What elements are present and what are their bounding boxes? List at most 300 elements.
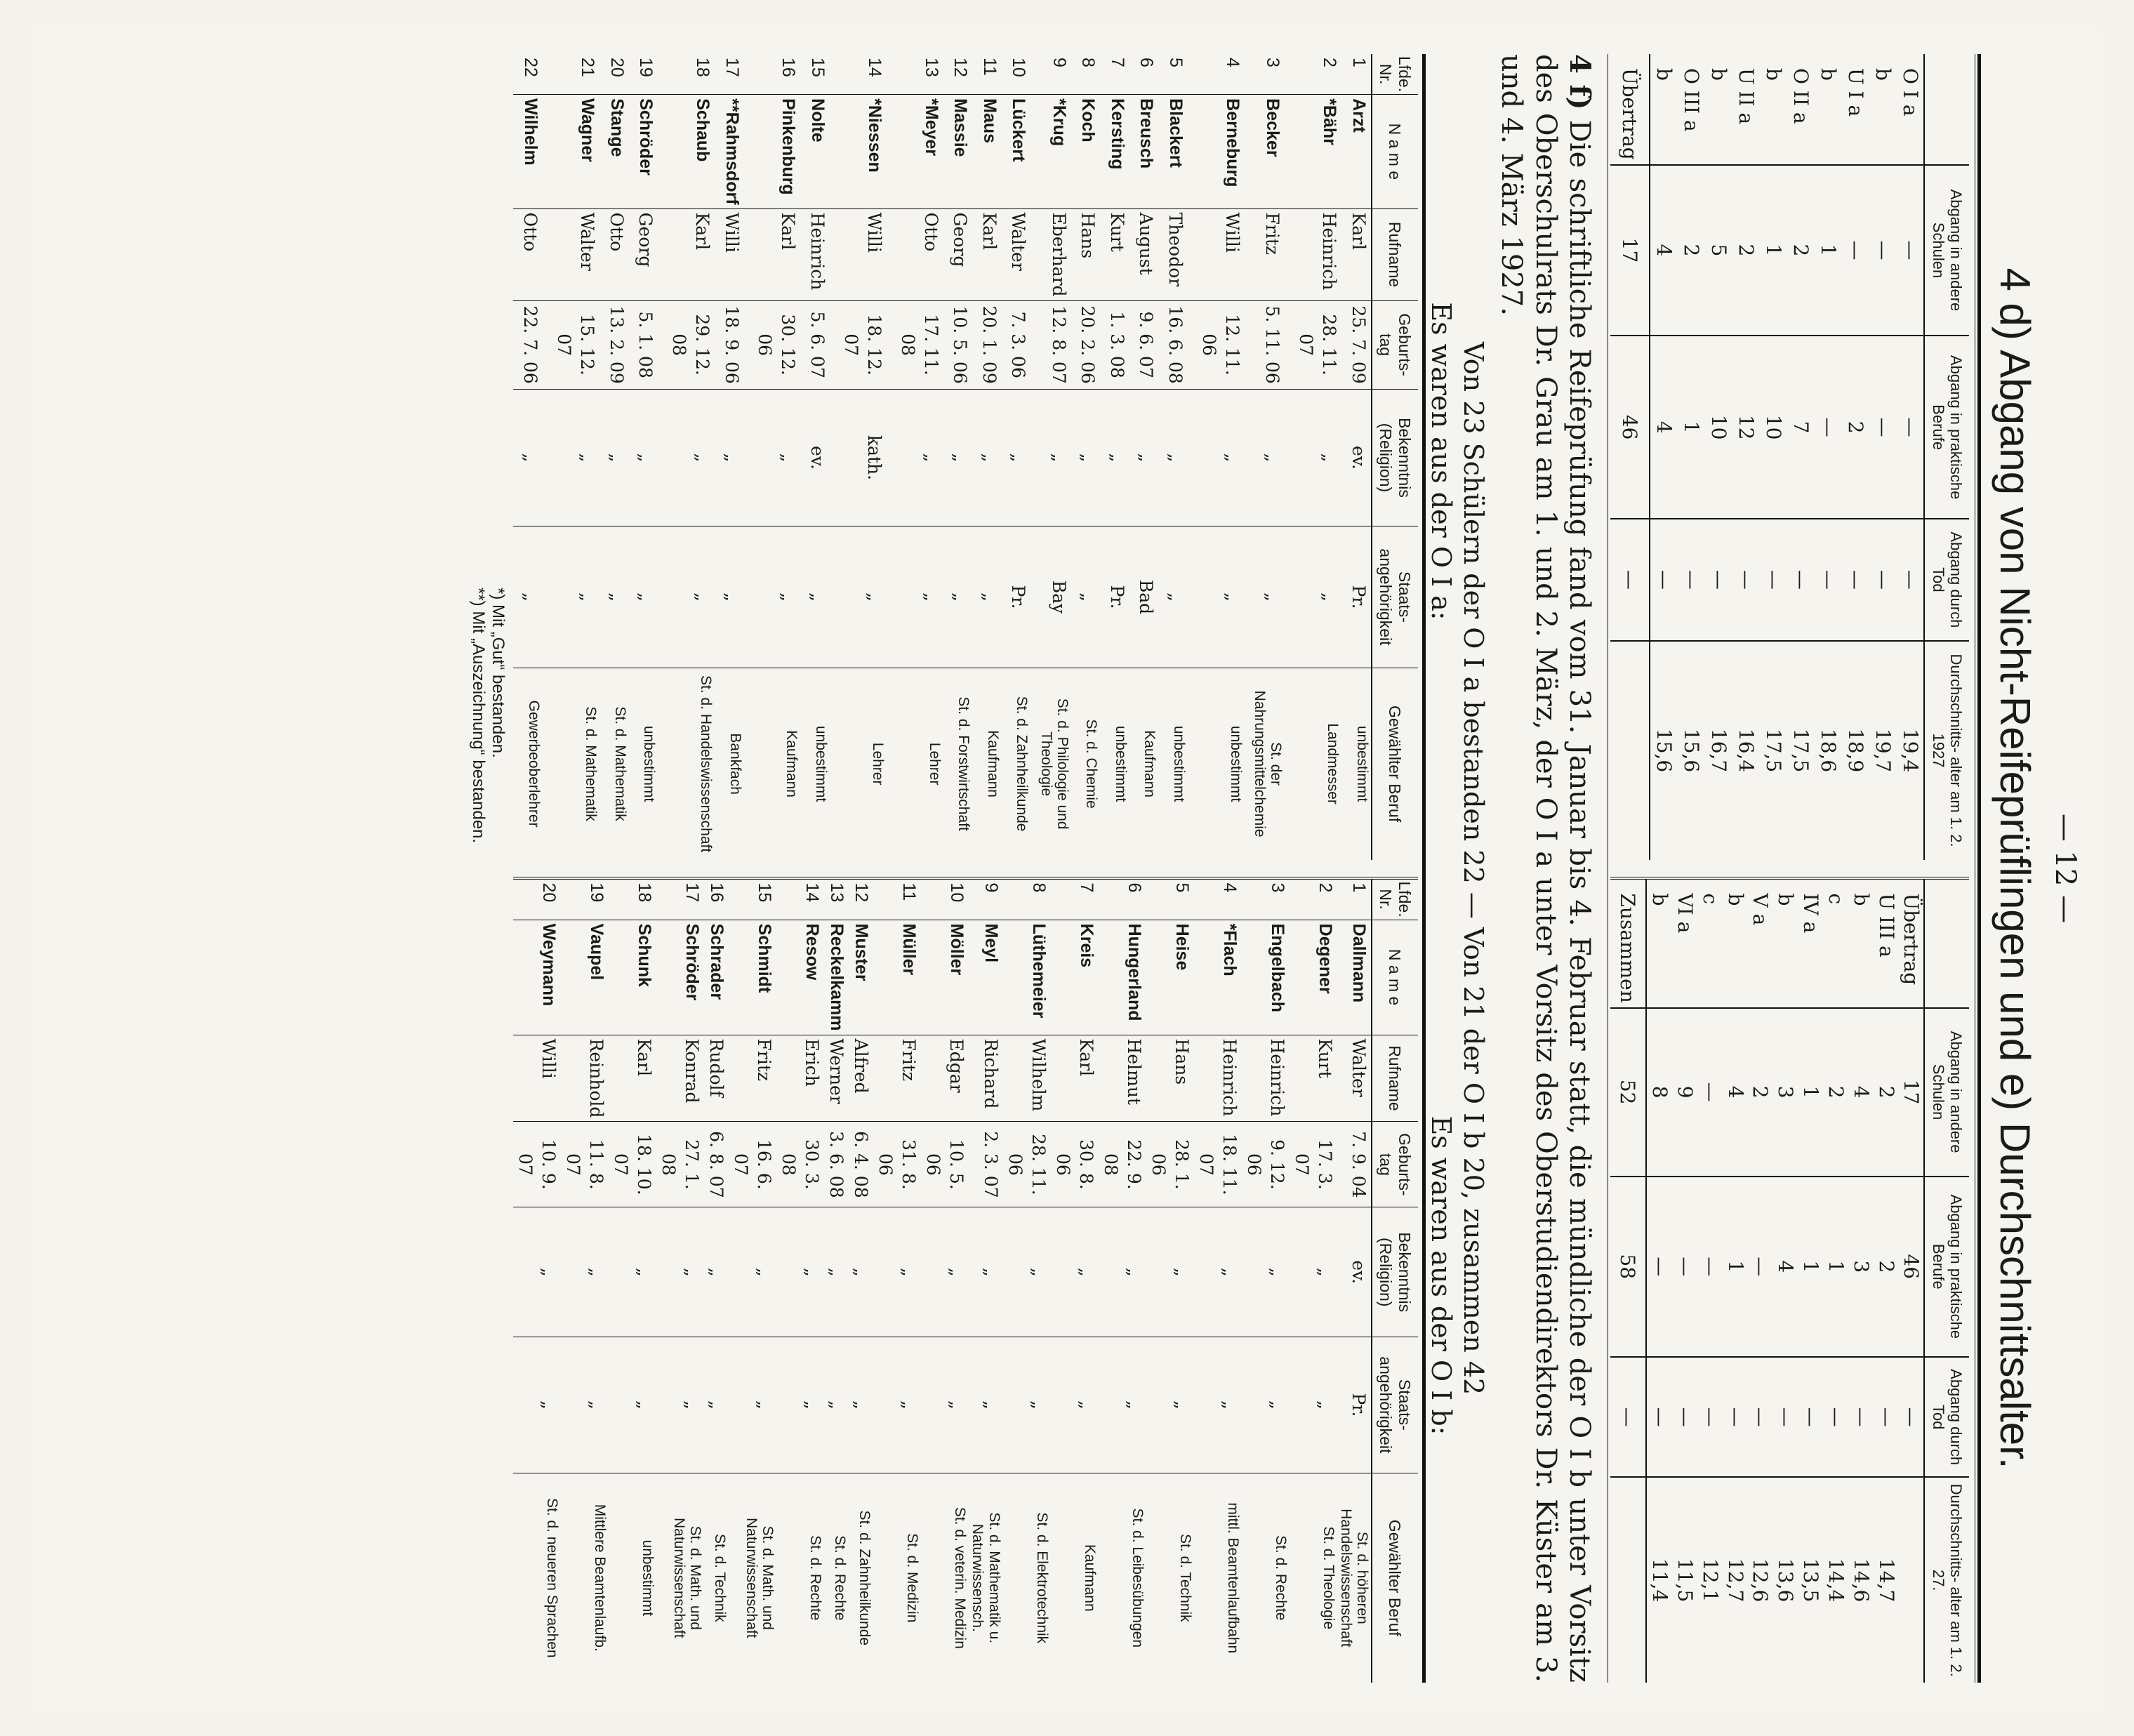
student-name: *Krug bbox=[1030, 94, 1071, 208]
birth-date: 10. 9. 07 bbox=[513, 1121, 561, 1207]
first-name: Alfred bbox=[849, 1035, 873, 1122]
student-name: Stange bbox=[599, 94, 629, 208]
abgang-row bbox=[1848, 877, 1874, 1683]
student-row bbox=[629, 54, 658, 860]
abgang-row bbox=[1646, 877, 1672, 1683]
religion: „ bbox=[1242, 1207, 1290, 1337]
students-table-oib bbox=[513, 876, 1417, 1683]
abgang-cell: 4 bbox=[1772, 1176, 1798, 1356]
chosen-career: St. d. Leibesübungen bbox=[1099, 1473, 1146, 1683]
student-name: Muster bbox=[849, 920, 873, 1035]
chosen-career: St. d. veterin. Medizin bbox=[921, 1473, 969, 1683]
row-number: 20 bbox=[607, 57, 627, 77]
row-number: 17 bbox=[722, 57, 742, 77]
abgang-cell: 2 bbox=[1678, 164, 1705, 335]
row-number: 9 bbox=[981, 882, 1001, 892]
caption-oia: Es waren aus der O I a: bbox=[1425, 301, 1457, 621]
birth-date: 16. 6. 08 bbox=[1158, 300, 1188, 389]
religion: „ bbox=[1285, 389, 1341, 526]
student-row bbox=[1194, 877, 1242, 1683]
religion: „ bbox=[658, 389, 715, 526]
abgang-total-row bbox=[1610, 877, 1646, 1683]
student-row bbox=[1158, 54, 1188, 860]
first-name: Eberhard bbox=[1030, 208, 1071, 300]
abgang-row bbox=[1772, 877, 1798, 1683]
abgang-cell: 2 bbox=[1874, 1007, 1899, 1176]
birth-date: 16. 6. 07 bbox=[729, 1121, 776, 1207]
nationality: Pr. bbox=[1341, 526, 1372, 668]
abgang-right-header: Abgang in andere Schulen bbox=[1924, 1007, 1969, 1176]
abgang-cell: — bbox=[1842, 519, 1869, 640]
birth-date: 2. 3. 07 bbox=[969, 1121, 1002, 1207]
first-name: Karl bbox=[744, 208, 801, 300]
row-number: 11 bbox=[979, 57, 1000, 76]
abgang-cell: 12 bbox=[1732, 336, 1760, 519]
chosen-career: Bankfach bbox=[715, 668, 744, 859]
religion: „ bbox=[887, 389, 943, 526]
student-name: Wilhelm bbox=[513, 94, 543, 208]
class-label: b bbox=[1723, 893, 1747, 906]
first-name: Kurt bbox=[1290, 1035, 1337, 1122]
student-name: Pinkenburg bbox=[744, 94, 801, 208]
birth-date: 10. 5. 06 bbox=[943, 300, 973, 389]
section-4f-label: 4 f) bbox=[1563, 53, 1597, 110]
page-number: — 12 — bbox=[2049, 813, 2081, 923]
abgang-row bbox=[1672, 877, 1697, 1683]
abgang-cell: 3 bbox=[1848, 1176, 1874, 1356]
abgang-cell: — bbox=[1869, 164, 1896, 335]
abgang-cell: 16,7 bbox=[1705, 640, 1732, 859]
chosen-career: St. d. Philologie und Theologie bbox=[1030, 668, 1071, 859]
class-label: U III a bbox=[1874, 893, 1898, 958]
abgang-row bbox=[1678, 54, 1705, 860]
students-header: Rufname bbox=[1372, 208, 1418, 300]
student-name: Müller bbox=[873, 920, 921, 1035]
abgang-left-header: Abgang in praktische Berufe bbox=[1924, 336, 1969, 519]
chosen-career: unbestimmt bbox=[1341, 668, 1372, 859]
nationality: „ bbox=[921, 1337, 969, 1472]
student-name: Massie bbox=[943, 94, 973, 208]
abgang-right-header bbox=[1924, 877, 1969, 1007]
row-number: 14 bbox=[864, 57, 884, 77]
birth-date: 27. 1. 08 bbox=[656, 1121, 704, 1207]
birth-date: 13. 2. 09 bbox=[599, 300, 629, 389]
religion: „ bbox=[629, 389, 658, 526]
religion: „ bbox=[1100, 389, 1129, 526]
class-label: O I a bbox=[1898, 67, 1922, 117]
row-number: 5 bbox=[1166, 57, 1186, 67]
abgang-cell: 13,6 bbox=[1772, 1477, 1798, 1683]
total-label: Übertrag bbox=[1610, 54, 1649, 165]
chosen-career: Lehrer bbox=[887, 668, 943, 859]
birth-date: 28. 11. 07 bbox=[1285, 300, 1341, 389]
nationality: „ bbox=[1051, 1337, 1099, 1472]
abgang-cell: — bbox=[1646, 1176, 1672, 1356]
student-row bbox=[830, 54, 887, 860]
birth-date: 5. 1. 08 bbox=[629, 300, 658, 389]
religion: „ bbox=[1290, 1207, 1337, 1337]
chosen-career: St. d. Technik bbox=[704, 1473, 729, 1683]
abgang-cell: — bbox=[1798, 1356, 1823, 1476]
abgang-cell: — bbox=[1896, 519, 1924, 640]
abgang-cell: — bbox=[1672, 1176, 1697, 1356]
student-row bbox=[1002, 54, 1031, 860]
abgang-row bbox=[1787, 54, 1815, 860]
caption-oib: Es waren aus der O I b: bbox=[1425, 1115, 1457, 1435]
student-row bbox=[729, 877, 776, 1683]
birth-date: 25. 7. 09 bbox=[1341, 300, 1372, 389]
student-row bbox=[972, 54, 1002, 860]
abgang-cell: — bbox=[1678, 519, 1705, 640]
students-header: Geburts- tag bbox=[1372, 300, 1418, 389]
row-number: 13 bbox=[921, 57, 941, 77]
row-number: 12 bbox=[851, 882, 872, 902]
abgang-cell: 15,6 bbox=[1678, 640, 1705, 859]
abgang-cell: 1 bbox=[1798, 1007, 1823, 1176]
student-name: Schrader bbox=[704, 920, 729, 1035]
abgang-cell: 19,7 bbox=[1869, 640, 1896, 859]
student-name: Dallmann bbox=[1337, 920, 1372, 1035]
total-cell: 46 bbox=[1610, 336, 1649, 519]
student-row bbox=[1188, 54, 1245, 860]
row-number: 20 bbox=[539, 882, 559, 902]
religion: „ bbox=[969, 1207, 1002, 1337]
abgang-cell: 5 bbox=[1705, 164, 1732, 335]
chosen-career: St. d. Math. und Naturwissenschaft bbox=[656, 1473, 704, 1683]
abgang-row bbox=[1650, 54, 1678, 860]
religion: kath. bbox=[830, 389, 887, 526]
class-label: b bbox=[1849, 893, 1873, 906]
nationality: „ bbox=[1158, 526, 1188, 668]
chosen-career: unbestimmt bbox=[1188, 668, 1245, 859]
first-name: Helmut bbox=[1099, 1035, 1146, 1122]
first-name: Karl bbox=[609, 1035, 656, 1122]
nationality: „ bbox=[599, 526, 629, 668]
class-label: U II a bbox=[1735, 67, 1758, 124]
religion: „ bbox=[561, 1207, 609, 1337]
nationality: „ bbox=[1003, 1337, 1051, 1472]
nationality: „ bbox=[824, 1337, 849, 1472]
student-row bbox=[1071, 54, 1101, 860]
student-name: Engelbach bbox=[1242, 920, 1290, 1035]
chosen-career: unbestimmt bbox=[800, 668, 830, 859]
student-row bbox=[1337, 877, 1372, 1683]
religion: „ bbox=[704, 1207, 729, 1337]
first-name: Walter bbox=[1002, 208, 1031, 300]
students-header: Lfde. Nr. bbox=[1372, 54, 1418, 95]
chosen-career: St. d. höheren Handelswissenschaft bbox=[1337, 1473, 1372, 1683]
row-number: 18 bbox=[692, 57, 713, 77]
abgang-cell: — bbox=[1815, 336, 1842, 519]
student-row bbox=[658, 54, 715, 860]
religion: „ bbox=[1188, 389, 1245, 526]
students-header: Lfde. Nr. bbox=[1372, 877, 1418, 920]
abgang-cell: 19,4 bbox=[1896, 640, 1924, 859]
footnotes bbox=[468, 54, 508, 1683]
chosen-career: Mittlere Beamtenlaufb. bbox=[561, 1473, 609, 1683]
abgang-cell: — bbox=[1732, 519, 1760, 640]
student-row bbox=[609, 877, 656, 1683]
birth-date: 12. 11. 06 bbox=[1188, 300, 1245, 389]
nationality: „ bbox=[1071, 526, 1101, 668]
student-name: Degener bbox=[1290, 920, 1337, 1035]
row-number: 15 bbox=[755, 882, 775, 902]
student-row bbox=[561, 877, 609, 1683]
abgang-cell: — bbox=[1748, 1176, 1773, 1356]
exam-result-line: Von 23 Schülern der O I a bestanden 22 — Von 21 der O I b 20, zusammen 42 bbox=[1458, 341, 1490, 1395]
birth-date: 6. 8. 07 bbox=[704, 1121, 729, 1207]
abgang-cell: 4 bbox=[1650, 336, 1678, 519]
title-rule bbox=[1977, 54, 1981, 1683]
religion: „ bbox=[873, 1207, 921, 1337]
birth-date: 10. 5. 06 bbox=[921, 1121, 969, 1207]
religion: „ bbox=[824, 1207, 849, 1337]
abgang-cell: 1 bbox=[1815, 164, 1842, 335]
row-number: 6 bbox=[1124, 882, 1144, 892]
total-cell: 58 bbox=[1610, 1176, 1646, 1356]
class-label: O II a bbox=[1789, 67, 1813, 124]
student-name: Reckelkamm bbox=[824, 920, 849, 1035]
class-label: VI a bbox=[1673, 893, 1697, 933]
abgang-cell: — bbox=[1748, 1356, 1773, 1476]
abgang-cell: 1 bbox=[1760, 164, 1787, 335]
abgang-row bbox=[1842, 54, 1869, 860]
abgang-cell: — bbox=[1842, 164, 1869, 335]
first-name: Hans bbox=[1071, 208, 1101, 300]
abgang-left-header bbox=[1924, 54, 1969, 165]
student-name: Schaub bbox=[658, 94, 715, 208]
abgang-cell: 2 bbox=[1842, 336, 1869, 519]
student-name: Vaupel bbox=[561, 920, 609, 1035]
abgang-cell: — bbox=[1787, 519, 1815, 640]
chosen-career: St. d. Technik bbox=[1146, 1473, 1194, 1683]
chosen-career: St. d. Medizin bbox=[873, 1473, 921, 1683]
religion: „ bbox=[1002, 389, 1031, 526]
student-row bbox=[1003, 877, 1051, 1683]
student-row bbox=[513, 54, 543, 860]
birth-date: 18. 10. 07 bbox=[609, 1121, 656, 1207]
student-row bbox=[1146, 877, 1194, 1683]
first-name: Reinhold bbox=[561, 1035, 609, 1122]
nationality: Bad bbox=[1129, 526, 1159, 668]
abgang-cell: 17,5 bbox=[1760, 640, 1787, 859]
nationality: „ bbox=[744, 526, 801, 668]
student-row bbox=[543, 54, 599, 860]
nationality: „ bbox=[887, 526, 943, 668]
student-row bbox=[776, 877, 824, 1683]
row-number: 19 bbox=[636, 57, 656, 77]
first-name: Karl bbox=[972, 208, 1002, 300]
abgang-cell: 2 bbox=[1874, 1176, 1899, 1356]
birth-date: 17. 3. 07 bbox=[1290, 1121, 1337, 1207]
chosen-career: unbestimmt bbox=[1100, 668, 1129, 859]
student-row bbox=[744, 54, 801, 860]
class-label: c bbox=[1824, 893, 1848, 904]
footnote-gut: *) Mit „Gut“ bestanden. bbox=[489, 587, 508, 758]
birth-date: 20. 1. 09 bbox=[972, 300, 1002, 389]
student-name: Hungerland bbox=[1099, 920, 1146, 1035]
students-header: Bekenntnis (Religion) bbox=[1372, 1207, 1418, 1337]
birth-date: 5. 11. 06 bbox=[1245, 300, 1285, 389]
religion: „ bbox=[715, 389, 744, 526]
total-cell bbox=[1610, 640, 1649, 859]
class-label: b bbox=[1648, 893, 1672, 906]
religion: „ bbox=[1245, 389, 1285, 526]
row-number: 4 bbox=[1219, 882, 1240, 892]
chosen-career: Kaufmann bbox=[1129, 668, 1159, 859]
nationality: „ bbox=[1290, 1337, 1337, 1472]
abgang-cell: 14,7 bbox=[1874, 1477, 1899, 1683]
first-name: Konrad bbox=[656, 1035, 704, 1122]
first-name: Georg bbox=[629, 208, 658, 300]
student-row bbox=[1290, 877, 1337, 1683]
chosen-career: St. d. Mathematik bbox=[599, 668, 629, 859]
nationality: „ bbox=[609, 1337, 656, 1472]
class-label: b bbox=[1762, 67, 1786, 81]
student-name: Breusch bbox=[1129, 94, 1159, 208]
class-label: IV a bbox=[1799, 893, 1823, 933]
student-name: Schunk bbox=[609, 920, 656, 1035]
abgang-cell: — bbox=[1899, 1356, 1925, 1476]
student-name: Kreis bbox=[1051, 920, 1099, 1035]
chosen-career: St. d. Zahnheilkunde bbox=[1002, 668, 1031, 859]
student-name: Arzt bbox=[1341, 94, 1372, 208]
nationality: „ bbox=[873, 1337, 921, 1472]
row-number: 17 bbox=[682, 882, 703, 902]
abgang-row bbox=[1732, 54, 1760, 860]
first-name: Heinrich bbox=[1285, 208, 1341, 300]
student-row bbox=[1245, 54, 1285, 860]
birth-date: 7. 3. 06 bbox=[1002, 300, 1031, 389]
student-row bbox=[513, 877, 561, 1683]
class-label: b bbox=[1774, 893, 1798, 906]
abgang-cell: — bbox=[1760, 519, 1787, 640]
first-name: Heinrich bbox=[1194, 1035, 1242, 1122]
birth-date: 6. 4. 08 bbox=[849, 1121, 873, 1207]
nationality: „ bbox=[658, 526, 715, 668]
birth-date: 1. 3. 08 bbox=[1100, 300, 1129, 389]
student-row bbox=[599, 54, 629, 860]
student-name: Koch bbox=[1071, 94, 1101, 208]
abgang-cell: 2 bbox=[1787, 164, 1815, 335]
religion: „ bbox=[656, 1207, 704, 1337]
abgang-cell: 8 bbox=[1646, 1007, 1672, 1176]
student-name: Schröder bbox=[656, 920, 704, 1035]
abgang-cell: 1 bbox=[1723, 1176, 1748, 1356]
class-label: O III a bbox=[1680, 67, 1704, 132]
students-header: Gewählter Beruf bbox=[1372, 1473, 1418, 1683]
nationality: „ bbox=[704, 1337, 729, 1472]
religion: „ bbox=[543, 389, 599, 526]
class-label: U I a bbox=[1843, 67, 1867, 117]
abgang-cell: 10 bbox=[1760, 336, 1787, 519]
abgang-row bbox=[1874, 877, 1899, 1683]
abgang-row bbox=[1899, 877, 1925, 1683]
student-row bbox=[1129, 54, 1159, 860]
student-name: Resow bbox=[776, 920, 824, 1035]
student-name: Heise bbox=[1146, 920, 1194, 1035]
student-name: Wagner bbox=[543, 94, 599, 208]
birth-date: 29. 12. 08 bbox=[658, 300, 715, 389]
abgang-cell: — bbox=[1650, 519, 1678, 640]
students-header: Staats- angehörigkeit bbox=[1372, 1337, 1418, 1472]
abgang-cell: 12,6 bbox=[1748, 1477, 1773, 1683]
row-number: 10 bbox=[947, 882, 967, 902]
abgang-row bbox=[1798, 877, 1823, 1683]
total-cell: 17 bbox=[1610, 164, 1649, 335]
chosen-career: unbestimmt bbox=[609, 1473, 656, 1683]
abgang-cell: — bbox=[1874, 1356, 1899, 1476]
total-cell: 52 bbox=[1610, 1007, 1646, 1176]
birth-date: 11. 8. 07 bbox=[561, 1121, 609, 1207]
birth-date: 3. 6. 08 bbox=[824, 1121, 849, 1207]
abgang-cell: 17 bbox=[1899, 1007, 1925, 1176]
abgang-cell: — bbox=[1723, 1356, 1748, 1476]
row-number: 16 bbox=[707, 882, 727, 902]
total-label: Zusammen bbox=[1610, 877, 1646, 1007]
row-number: 7 bbox=[1107, 57, 1127, 67]
row-number: 9 bbox=[1049, 57, 1069, 67]
row-number: 22 bbox=[521, 57, 541, 77]
abgang-cell: 7 bbox=[1787, 336, 1815, 519]
abgang-row bbox=[1760, 54, 1787, 860]
religion: ev. bbox=[800, 389, 830, 526]
religion: „ bbox=[776, 1207, 824, 1337]
birth-date: 18. 9. 06 bbox=[715, 300, 744, 389]
abgang-cell: 1 bbox=[1823, 1176, 1848, 1356]
row-number: 3 bbox=[1267, 882, 1287, 892]
students-header: Rufname bbox=[1372, 1035, 1418, 1122]
abgang-right-header: Abgang in praktische Berufe bbox=[1924, 1176, 1969, 1356]
row-number: 8 bbox=[1028, 882, 1049, 892]
first-name: Karl bbox=[1051, 1035, 1099, 1122]
chosen-career: St. d. Zahnheilkunde bbox=[849, 1473, 873, 1683]
abgang-total-row bbox=[1610, 54, 1649, 860]
chosen-career: St. d. Rechte bbox=[824, 1473, 849, 1683]
student-name: Becker bbox=[1245, 94, 1285, 208]
abgang-cell: 3 bbox=[1772, 1007, 1798, 1176]
student-row bbox=[969, 877, 1002, 1683]
student-name: Maus bbox=[972, 94, 1002, 208]
students-section bbox=[468, 54, 1426, 1683]
religion: „ bbox=[849, 1207, 873, 1337]
row-number: 7 bbox=[1076, 882, 1096, 892]
abgang-table-right bbox=[1610, 876, 1969, 1683]
chosen-career: St. d. Theologie bbox=[1290, 1473, 1337, 1683]
nationality: „ bbox=[1285, 526, 1341, 668]
chosen-career: St. der Nahrungsmittelchemie bbox=[1245, 668, 1285, 859]
first-name: Werner bbox=[824, 1035, 849, 1122]
abgang-cell: 18,9 bbox=[1842, 640, 1869, 859]
abgang-cell: 15,6 bbox=[1650, 640, 1678, 859]
abgang-table-left bbox=[1610, 54, 1969, 860]
row-number: 13 bbox=[827, 882, 847, 902]
abgang-cell: — bbox=[1815, 519, 1842, 640]
first-name: Wilhelm bbox=[1003, 1035, 1051, 1122]
nationality: Pr. bbox=[1002, 526, 1031, 668]
first-name: Fritz bbox=[1245, 208, 1285, 300]
abgang-cell: — bbox=[1672, 1356, 1697, 1476]
student-row bbox=[715, 54, 744, 860]
religion: „ bbox=[1003, 1207, 1051, 1337]
student-name: Schröder bbox=[629, 94, 658, 208]
first-name: Erich bbox=[776, 1035, 824, 1122]
abgang-left-header: Abgang durch Tod bbox=[1924, 519, 1969, 640]
first-name: Karl bbox=[1341, 208, 1372, 300]
student-name: Berneburg bbox=[1188, 94, 1245, 208]
abgang-cell: 12,1 bbox=[1697, 1477, 1723, 1683]
religion: „ bbox=[1099, 1207, 1146, 1337]
